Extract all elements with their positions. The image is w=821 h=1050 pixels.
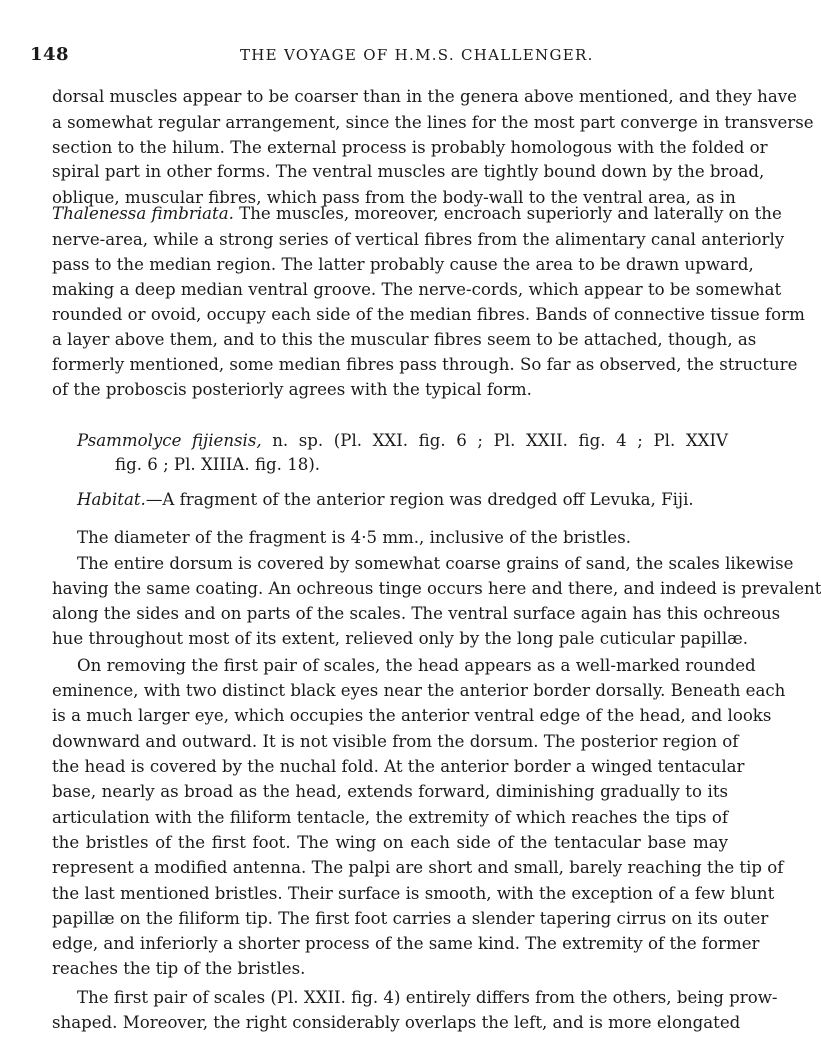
page-number: 148	[30, 44, 70, 65]
paragraph-diameter: The diameter of the fragment is 4·5 mm., inclusive of the bristles.	[77, 528, 632, 547]
habitat-line	[77, 487, 728, 513]
text-line: the last mentioned bristles. Their surface is smooth, with the exception of a few blunt	[52, 884, 775, 903]
habitat-label: Habitat.	[77, 490, 146, 509]
text-line: the bristles of the first foot. The wing on each side of the tentacular base may	[52, 833, 728, 852]
species-name-italic: Thalenessa fimbriata.	[52, 204, 234, 223]
species-heading-line	[77, 428, 728, 454]
text-line: On removing the first pair of scales, the head appears as a well-marked rounded	[77, 656, 756, 675]
text-line: having the same coating. An ochreous tinge occurs here and there, and indeed is prevalent	[52, 579, 821, 598]
text-line: represent a modified antenna. The palpi are short and small, barely reaching the tip of	[52, 858, 784, 877]
text-line: edge, and inferiorly a shorter process of the same kind. The extremity of the former	[52, 934, 760, 953]
text-line: oblique, muscular fibres, which pass from the body-wall to the ventral area, as in	[52, 188, 736, 207]
species-plates: n. sp. (Pl. XXI. fig. 6 ; Pl. XXII. fig. 4 ; Pl. XXIV	[261, 431, 728, 450]
text-line: The first pair of scales (Pl. XXII. fig. 4) entirely differs from the others, being prow-	[77, 988, 778, 1007]
text-line	[52, 201, 782, 227]
text-line: spiral part in other forms. The ventral muscles are tightly bound down by the broad,	[52, 162, 765, 181]
species-heading-line: fig. 6 ; Pl. XIIIA. fig. 18).	[115, 455, 321, 474]
text-line: formerly mentioned, some median fibres pass through. So far as observed, the structure	[52, 355, 798, 374]
page-header	[30, 44, 746, 68]
text-line: of the proboscis posteriorly agrees with the typical form.	[52, 380, 532, 399]
text-line: shaped. Moreover, the right considerably overlaps the left, and is more elongated	[52, 1013, 741, 1032]
text-line: along the sides and on parts of the scales. The ventral surface again has this ochreous	[52, 604, 781, 623]
text-line: a somewhat regular arrangement, since the lines for the most part converge in transverse	[52, 113, 814, 132]
text-line: a layer above them, and to this the muscular fibres seem to be attached, though, as	[52, 330, 757, 349]
text-line: eminence, with two distinct black eyes near the anterior border dorsally. Beneath each	[52, 681, 786, 700]
text-line: downward and outward. It is not visible from the dorsum. The posterior region of	[52, 732, 739, 751]
species-name: Psammolyce fijiensis,	[77, 431, 262, 450]
habitat-text: —A fragment of the anterior region was dredged off Levuka, Fiji.	[145, 490, 694, 509]
text-line: base, nearly as broad as the head, extends forward, diminishing gradually to its	[52, 782, 728, 801]
text-line: The entire dorsum is covered by somewhat coarse grains of sand, the scales likewise	[77, 554, 794, 573]
text-line: pass to the median region. The latter probably cause the area to be drawn upward,	[52, 255, 754, 274]
text-line: reaches the tip of the bristles.	[52, 959, 306, 978]
text-line: articulation with the filiform tentacle, the extremity of which reaches the tips of	[52, 808, 728, 827]
running-head: THE VOYAGE OF H.M.S. CHALLENGER.	[240, 46, 594, 64]
text-fragment: The muscles, moreover, encroach superiorly and laterally on the	[233, 204, 782, 223]
text-line: section to the hilum. The external process is probably homologous with the folded or	[52, 138, 768, 157]
text-line: papillæ on the filiform tip. The first foot carries a slender tapering cirrus on its outer	[52, 909, 769, 928]
text-line: the head is covered by the nuchal fold. At the anterior border a winged tentacular	[52, 757, 745, 776]
text-line: is a much larger eye, which occupies the anterior ventral edge of the head, and looks	[52, 706, 772, 725]
text-line: hue throughout most of its extent, relieved only by the long pale cuticular papillæ.	[52, 629, 748, 648]
text-line: rounded or ovoid, occupy each side of the median fibres. Bands of connective tissue form	[52, 305, 805, 324]
text-line: dorsal muscles appear to be coarser than in the genera above mentioned, and they have	[52, 87, 797, 106]
text-line: nerve-area, while a strong series of vertical fibres from the alimentary canal anteriorly	[52, 230, 785, 249]
text-line: making a deep median ventral groove. The nerve-cords, which appear to be somewhat	[52, 280, 782, 299]
